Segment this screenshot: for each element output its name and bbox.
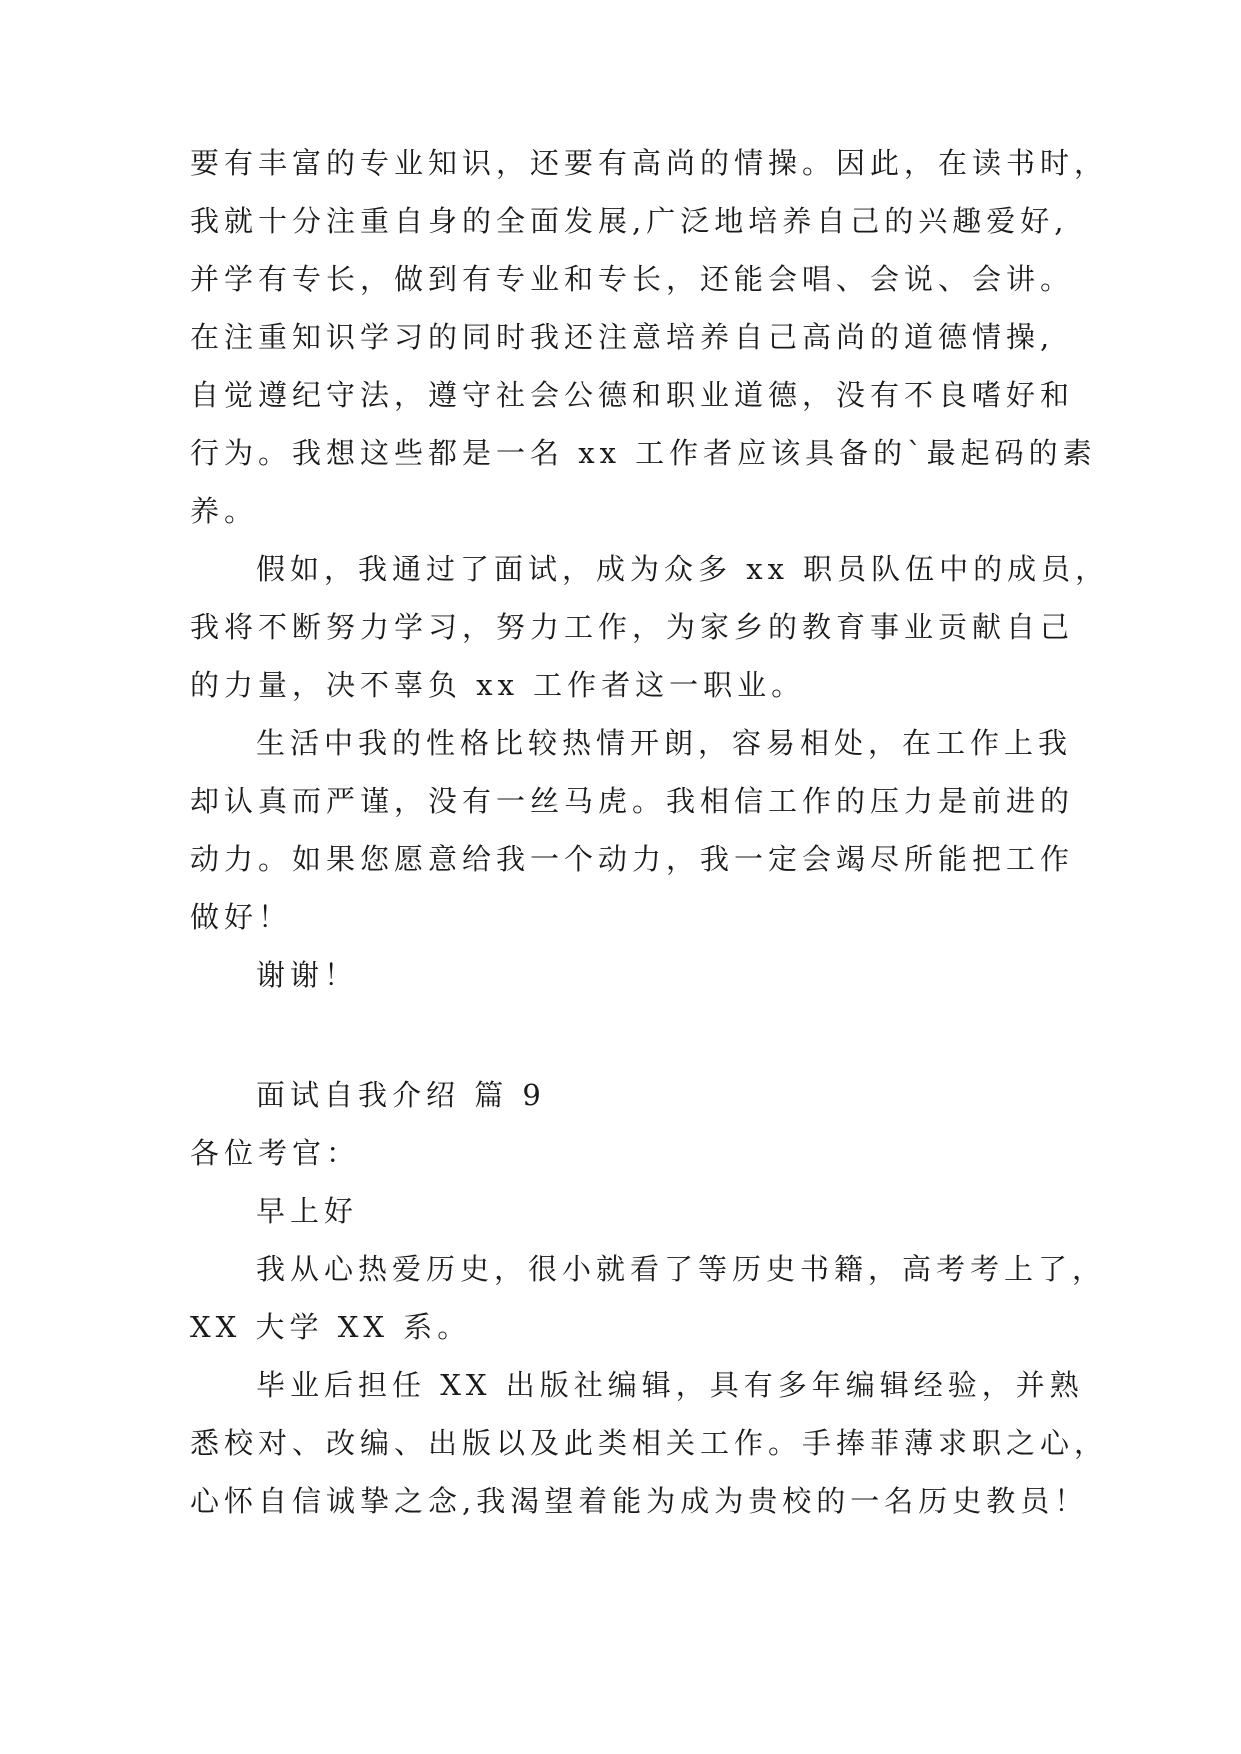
paragraph-line: 做好！	[190, 900, 293, 934]
closing-line: 谢谢！	[256, 958, 359, 992]
paragraph-line: 养。	[190, 494, 259, 528]
paragraph-line: 在注重知识学习的同时我还注意培养自己高尚的道德情操,	[190, 320, 1055, 354]
paragraph-line: 我将不断努力学习，努力工作，为家乡的教育事业贡献自己	[190, 610, 1075, 644]
paragraph-line: 动力。如果您愿意给我一个动力，我一定会竭尽所能把工作	[190, 842, 1075, 876]
salutation: 各位考官：	[190, 1136, 361, 1170]
paragraph-line: 我从心热爱历史，很小就看了等历史书籍，高考考上了，	[256, 1252, 1107, 1286]
paragraph-line: 假如，我通过了面试，成为众多 xx 职员队伍中的成员，	[256, 552, 1110, 586]
paragraph-line: 毕业后担任 XX 出版社编辑，具有多年编辑经验，并熟	[256, 1368, 1084, 1402]
paragraph-line: 我就十分注重自身的全面发展,广泛地培养自己的兴趣爱好,	[190, 204, 1069, 238]
paragraph-line: 的力量，决不辜负 xx 工作者这一职业。	[190, 668, 806, 702]
greeting: 早上好	[256, 1194, 359, 1228]
paragraph-line: 自觉遵纪守法，遵守社会公德和职业道德，没有不良嗜好和	[190, 378, 1075, 412]
paragraph-line: 并学有专长，做到有专业和专长，还能会唱、会说、会讲。	[190, 262, 1075, 296]
paragraph-line: 却认真而严谨，没有一丝马虎。我相信工作的压力是前进的	[190, 784, 1075, 818]
paragraph-line: 心怀自信诚挚之念,我渴望着能为成为贵校的一名历史教员！	[190, 1484, 1089, 1518]
paragraph-line: 悉校对、改编、出版以及此类相关工作。手捧菲薄求职之心，	[190, 1426, 1109, 1460]
paragraph-line: 行为。我想这些都是一名 xx 工作者应该具备的`最起码的素	[190, 436, 1097, 470]
paragraph-line: 生活中我的性格比较热情开朗，容易相处，在工作上我	[256, 726, 1073, 760]
paragraph-line: 要有丰富的专业知识，还要有高尚的情操。因此，在读书时，	[190, 146, 1109, 180]
paragraph-line: XX 大学 XX 系。	[190, 1310, 472, 1344]
section-heading: 面试自我介绍 篇 9	[256, 1078, 546, 1112]
